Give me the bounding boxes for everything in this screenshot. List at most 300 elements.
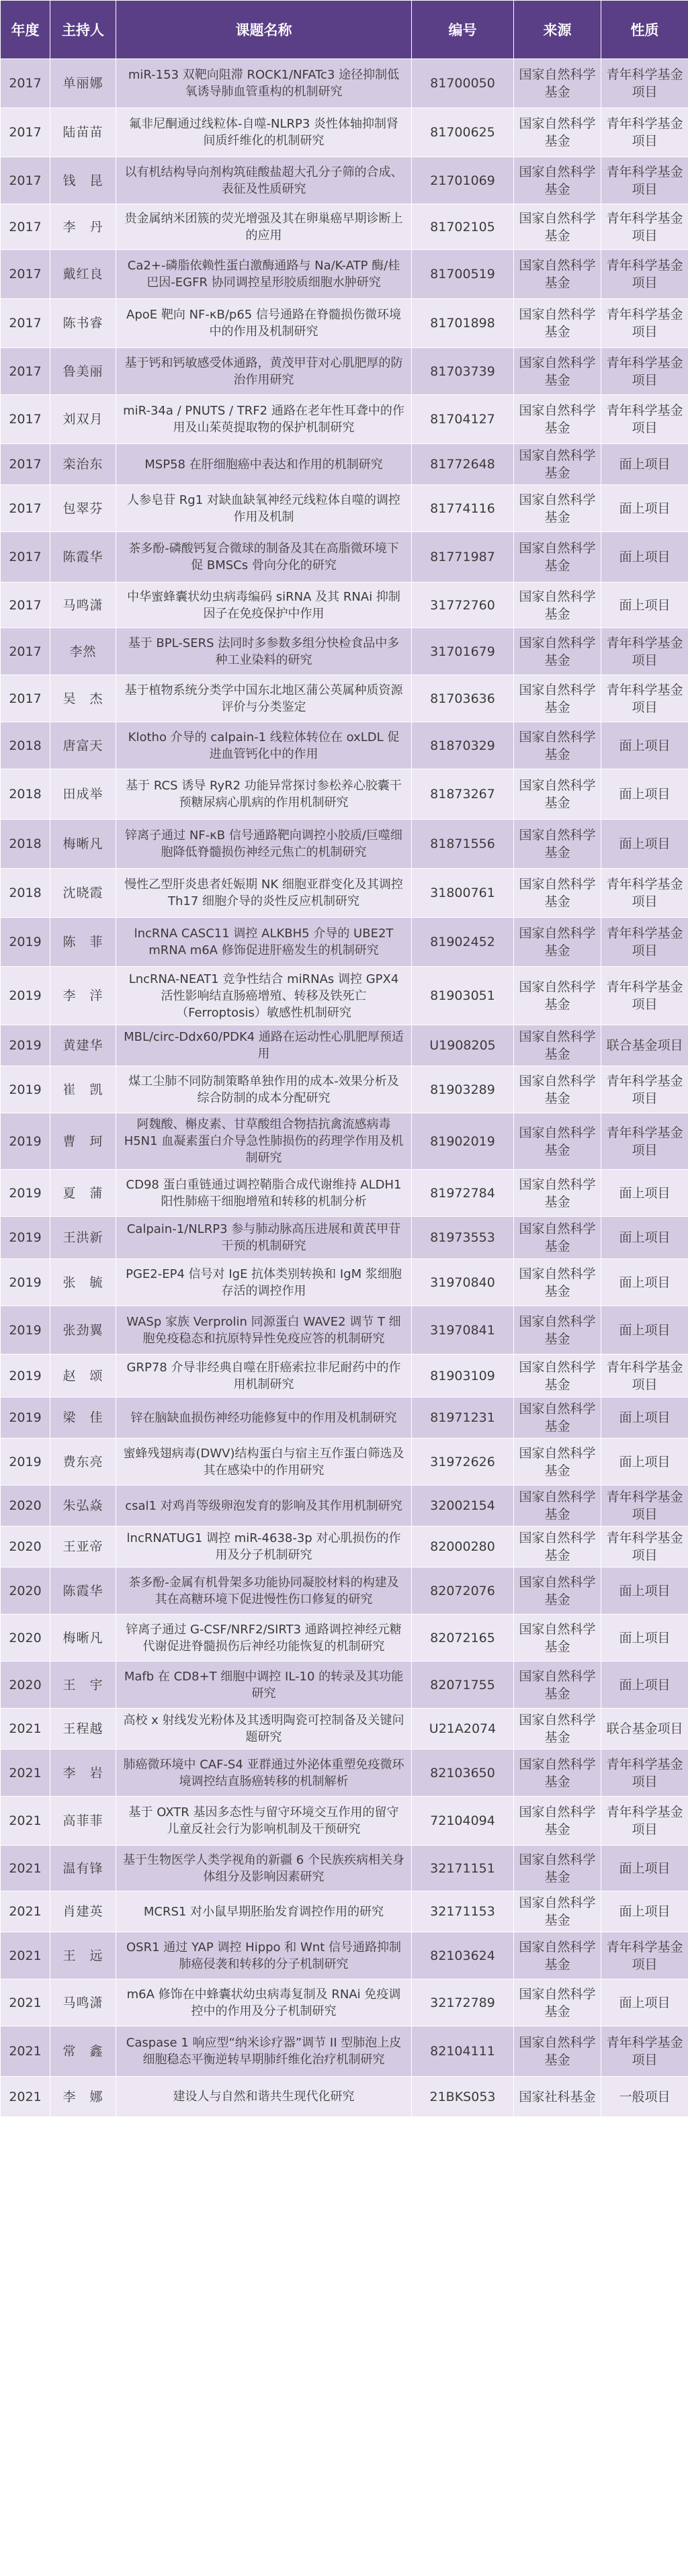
cell-title: 肺癌微环境中 CAF-S4 亚群通过外泌体重塑免疫微环境调控结直肠癌转移的机制解析 xyxy=(116,1750,412,1797)
cell-host: 梁 佳 xyxy=(50,1398,116,1439)
cell-source: 国家自然科学基金 xyxy=(514,1615,601,1662)
cell-year: 2019 xyxy=(1,1217,50,1259)
cell-title: LncRNA-NEAT1 竞争性结合 miRNAs 调控 GPX4 活性影响结直肠癌增殖、转移及铁死亡（Ferroptosis）敏感性机制研究 xyxy=(116,967,412,1025)
cell-source: 国家自然科学基金 xyxy=(514,1750,601,1797)
cell-title: MSP58 在肝细胞癌中表达和作用的机制研究 xyxy=(116,444,412,485)
cell-source: 国家自然科学基金 xyxy=(514,1662,601,1709)
cell-code: 31970840 xyxy=(412,1259,514,1306)
cell-host: 王亚帝 xyxy=(50,1527,116,1568)
cell-code: 32171153 xyxy=(412,1891,514,1932)
cell-source: 国家自然科学基金 xyxy=(514,1113,601,1170)
cell-year: 2017 xyxy=(1,485,50,532)
cell-code: 32172789 xyxy=(412,1979,514,2026)
cell-source: 国家自然科学基金 xyxy=(514,1306,601,1355)
cell-year: 2021 xyxy=(1,1750,50,1797)
cell-title: 阿魏酸、槲皮素、甘草酸组合物拮抗禽流感病毒 H5N1 血凝素蛋白介导急性肺损伤的药理学作用及机制研究 xyxy=(116,1113,412,1170)
cell-host: 李 洋 xyxy=(50,967,116,1025)
cell-title: 基于生物医学人类学视角的新疆 6 个民族疾病相关身体组分及影响因素研究 xyxy=(116,1846,412,1891)
cell-code: 81972784 xyxy=(412,1170,514,1217)
cell-code: U21A2074 xyxy=(412,1709,514,1750)
cell-nature: 青年科学基金项目 xyxy=(601,628,688,675)
cell-nature: 青年科学基金项目 xyxy=(601,204,688,250)
cell-nature: 青年科学基金项目 xyxy=(601,1113,688,1170)
cell-title: 基于钙和钙敏感受体通路，黄茂甲苷对心肌肥厚的防治作用研究 xyxy=(116,348,412,395)
cell-host: 陈书睿 xyxy=(50,299,116,348)
cell-source: 国家自然科学基金 xyxy=(514,1066,601,1113)
cell-host: 唐富天 xyxy=(50,722,116,769)
cell-nature: 青年科学基金项目 xyxy=(601,1750,688,1797)
cell-year: 2017 xyxy=(1,348,50,395)
cell-title: MBL/circ-Ddx60/PDK4 通路在运动性心肌肥厚预适用 xyxy=(116,1025,412,1066)
table-row xyxy=(1,722,688,769)
cell-title: 茶多酚-磷酸钙复合微球的制备及其在高脂微环境下促 BMSCs 骨向分化的研究 xyxy=(116,532,412,583)
cell-source: 国家自然科学基金 xyxy=(514,1568,601,1615)
cell-title: lncRNATUG1 调控 miR-4638-3p 对心肌损伤的作用及分子机制研究 xyxy=(116,1527,412,1568)
cell-nature: 青年科学基金项目 xyxy=(601,250,688,299)
cell-year: 2020 xyxy=(1,1527,50,1568)
table-row xyxy=(1,1662,688,1709)
cell-title: 锌离子通过 G-CSF/NRF2/SIRT3 通路调控神经元糖代谢促进脊髓损伤后神经功能恢复的机制研究 xyxy=(116,1615,412,1662)
table-row xyxy=(1,1527,688,1568)
cell-code: 81973553 xyxy=(412,1217,514,1259)
cell-title: OSR1 通过 YAP 调控 Hippo 和 Wnt 信号通路抑制肺癌侵袭和转移的分子机制研究 xyxy=(116,1932,412,1979)
table-row xyxy=(1,250,688,299)
cell-host: 崔 凯 xyxy=(50,1066,116,1113)
cell-year: 2019 xyxy=(1,1439,50,1486)
table-row xyxy=(1,1750,688,1797)
cell-host: 王 宇 xyxy=(50,1662,116,1709)
cell-nature: 青年科学基金项目 xyxy=(601,395,688,444)
cell-year: 2017 xyxy=(1,157,50,204)
cell-year: 2020 xyxy=(1,1615,50,1662)
table-row xyxy=(1,1066,688,1113)
cell-title: 煤工尘肺不同防制策略单独作用的成本-效果分析及综合防制的成本分配研究 xyxy=(116,1066,412,1113)
cell-source: 国家自然科学基金 xyxy=(514,485,601,532)
table-row xyxy=(1,348,688,395)
cell-code: 81903051 xyxy=(412,967,514,1025)
cell-year: 2019 xyxy=(1,1398,50,1439)
cell-year: 2018 xyxy=(1,769,50,820)
cell-nature: 面上项目 xyxy=(601,769,688,820)
table-body xyxy=(1,59,688,2117)
cell-title: WASp 家族 Verprolin 同源蛋白 WAVE2 调节 T 细胞免疫稳态和抗原特异性免疫应答的机制研究 xyxy=(116,1306,412,1355)
cell-year: 2017 xyxy=(1,675,50,722)
table-row xyxy=(1,2026,688,2077)
cell-code: 21BKS053 xyxy=(412,2077,514,2117)
cell-host: 包翠芬 xyxy=(50,485,116,532)
cell-source: 国家自然科学基金 xyxy=(514,108,601,157)
cell-title: 建设人与自然和谐共生现代化研究 xyxy=(116,2077,412,2117)
table-row xyxy=(1,157,688,204)
cell-source: 国家自然科学基金 xyxy=(514,444,601,485)
table-row xyxy=(1,59,688,108)
cell-source: 国家自然科学基金 xyxy=(514,1439,601,1486)
cell-host: 曹 珂 xyxy=(50,1113,116,1170)
cell-code: 81903289 xyxy=(412,1066,514,1113)
cell-title: csal1 对鸡肖等级卵泡发育的影响及其作用机制研究 xyxy=(116,1486,412,1527)
cell-code: 81704127 xyxy=(412,395,514,444)
cell-year: 2018 xyxy=(1,722,50,769)
cell-nature: 面上项目 xyxy=(601,1306,688,1355)
cell-host: 夏 蒲 xyxy=(50,1170,116,1217)
cell-nature: 面上项目 xyxy=(601,1891,688,1932)
cell-title: 高校 x 射线发光粉体及其透明陶瓷可控制备及关键问题研究 xyxy=(116,1709,412,1750)
cell-host: 单丽娜 xyxy=(50,59,116,108)
cell-year: 2017 xyxy=(1,628,50,675)
cell-nature: 青年科学基金项目 xyxy=(601,675,688,722)
cell-host: 戴红良 xyxy=(50,250,116,299)
table-header-row xyxy=(1,1,688,59)
cell-code: 81700050 xyxy=(412,59,514,108)
cell-year: 2017 xyxy=(1,583,50,628)
cell-nature: 面上项目 xyxy=(601,444,688,485)
cell-code: 81703739 xyxy=(412,348,514,395)
cell-title: 蜜蜂残翅病毒(DWV)结构蛋白与宿主互作蛋白筛选及其在感染中的作用研究 xyxy=(116,1439,412,1486)
cell-host: 陆苗苗 xyxy=(50,108,116,157)
header-host: 主持人 xyxy=(50,1,116,59)
cell-code: 81971231 xyxy=(412,1398,514,1439)
cell-host: 梅晰凡 xyxy=(50,820,116,869)
cell-title: 以有机结构导向剂构筑硅酸盐超大孔分子筛的合成、表征及性质研究 xyxy=(116,157,412,204)
table-row xyxy=(1,395,688,444)
cell-code: 81701898 xyxy=(412,299,514,348)
cell-source: 国家自然科学基金 xyxy=(514,1797,601,1846)
cell-year: 2020 xyxy=(1,1486,50,1527)
cell-source: 国家自然科学基金 xyxy=(514,1217,601,1259)
cell-nature: 面上项目 xyxy=(601,820,688,869)
cell-year: 2019 xyxy=(1,967,50,1025)
cell-host: 肖建英 xyxy=(50,1891,116,1932)
cell-year: 2019 xyxy=(1,1113,50,1170)
cell-title: 锌在脑缺血损伤神经功能修复中的作用及机制研究 xyxy=(116,1398,412,1439)
cell-nature: 青年科学基金项目 xyxy=(601,1797,688,1846)
cell-title: 基于植物系统分类学中国东北地区蒲公英属种质资源评价与分类鉴定 xyxy=(116,675,412,722)
cell-code: 81771987 xyxy=(412,532,514,583)
cell-source: 国家自然科学基金 xyxy=(514,1486,601,1527)
cell-code: 82000280 xyxy=(412,1527,514,1568)
cell-source: 国家自然科学基金 xyxy=(514,2026,601,2077)
cell-nature: 青年科学基金项目 xyxy=(601,869,688,918)
cell-code: 82103624 xyxy=(412,1932,514,1979)
cell-code: 82103650 xyxy=(412,1750,514,1797)
cell-title: Klotho 介导的 calpain-1 线粒体转位在 oxLDL 促进血管钙化中的作用 xyxy=(116,722,412,769)
cell-source: 国家自然科学基金 xyxy=(514,395,601,444)
cell-year: 2017 xyxy=(1,59,50,108)
cell-source: 国家自然科学基金 xyxy=(514,250,601,299)
cell-source: 国家自然科学基金 xyxy=(514,532,601,583)
cell-source: 国家自然科学基金 xyxy=(514,583,601,628)
cell-year: 2021 xyxy=(1,2077,50,2117)
cell-code: 32002154 xyxy=(412,1486,514,1527)
cell-source: 国家自然科学基金 xyxy=(514,204,601,250)
table-row xyxy=(1,1170,688,1217)
cell-host: 马鸣潇 xyxy=(50,583,116,628)
cell-code: 82104111 xyxy=(412,2026,514,2077)
cell-year: 2017 xyxy=(1,395,50,444)
cell-title: 人参皂苷 Rg1 对缺血缺氧神经元线粒体自噬的调控作用及机制 xyxy=(116,485,412,532)
cell-code: 81903109 xyxy=(412,1355,514,1398)
cell-source: 国家自然科学基金 xyxy=(514,1846,601,1891)
cell-code: 81902452 xyxy=(412,918,514,967)
cell-host: 吴 杰 xyxy=(50,675,116,722)
cell-source: 国家自然科学基金 xyxy=(514,59,601,108)
cell-host: 鲁美丽 xyxy=(50,348,116,395)
table-row xyxy=(1,485,688,532)
cell-host: 马鸣潇 xyxy=(50,1979,116,2026)
cell-host: 朱弘焱 xyxy=(50,1486,116,1527)
cell-nature: 青年科学基金项目 xyxy=(601,1486,688,1527)
table-row xyxy=(1,1709,688,1750)
table-row xyxy=(1,583,688,628)
cell-nature: 面上项目 xyxy=(601,1217,688,1259)
cell-source: 国家自然科学基金 xyxy=(514,1527,601,1568)
table-row xyxy=(1,1568,688,1615)
table-row xyxy=(1,1891,688,1932)
cell-code: 31701679 xyxy=(412,628,514,675)
cell-host: 栾治东 xyxy=(50,444,116,485)
cell-source: 国家自然科学基金 xyxy=(514,348,601,395)
table-row xyxy=(1,108,688,157)
cell-nature: 面上项目 xyxy=(601,532,688,583)
cell-source: 国家自然科学基金 xyxy=(514,299,601,348)
cell-code: 31772760 xyxy=(412,583,514,628)
cell-code: 81702105 xyxy=(412,204,514,250)
cell-year: 2020 xyxy=(1,1568,50,1615)
cell-host: 李 丹 xyxy=(50,204,116,250)
table-row xyxy=(1,1797,688,1846)
cell-title: GRP78 介导非经典自噬在肝癌索拉非尼耐药中的作用机制研究 xyxy=(116,1355,412,1398)
cell-nature: 面上项目 xyxy=(601,1568,688,1615)
cell-year: 2019 xyxy=(1,1259,50,1306)
cell-host: 沈晓霞 xyxy=(50,869,116,918)
cell-code: 32171151 xyxy=(412,1846,514,1891)
cell-nature: 青年科学基金项目 xyxy=(601,1066,688,1113)
cell-title: m6A 修饰在中蜂囊状幼虫病毒复制及 RNAi 免疫调控中的作用及分子机制研究 xyxy=(116,1979,412,2026)
cell-source: 国家自然科学基金 xyxy=(514,157,601,204)
cell-nature: 面上项目 xyxy=(601,1662,688,1709)
table-row xyxy=(1,769,688,820)
cell-host: 高菲菲 xyxy=(50,1797,116,1846)
cell-host: 李 岩 xyxy=(50,1750,116,1797)
cell-source: 国家自然科学基金 xyxy=(514,1259,601,1306)
cell-host: 常 鑫 xyxy=(50,2026,116,2077)
cell-source: 国家自然科学基金 xyxy=(514,1355,601,1398)
cell-source: 国家自然科学基金 xyxy=(514,869,601,918)
cell-nature: 一般项目 xyxy=(601,2077,688,2117)
table-row xyxy=(1,628,688,675)
table-row xyxy=(1,1486,688,1527)
table-row xyxy=(1,820,688,869)
cell-nature: 面上项目 xyxy=(601,1979,688,2026)
table-row xyxy=(1,675,688,722)
header-nature: 性质 xyxy=(601,1,688,59)
cell-title: Ca2+-磷脂依赖性蛋白激酶通路与 Na/K-ATP 酶/桂巴因-EGFR 协同调控星形胶质细胞水肿研究 xyxy=(116,250,412,299)
cell-source: 国家自然科学基金 xyxy=(514,675,601,722)
table-row xyxy=(1,1025,688,1066)
cell-nature: 面上项目 xyxy=(601,1259,688,1306)
cell-title: 氟非尼酮通过线粒体-自噬-NLRP3 炎性体轴抑制肾间质纤维化的机制研究 xyxy=(116,108,412,157)
table-row xyxy=(1,1306,688,1355)
table-row xyxy=(1,1398,688,1439)
cell-host: 陈 菲 xyxy=(50,918,116,967)
cell-nature: 面上项目 xyxy=(601,583,688,628)
cell-host: 陈霞华 xyxy=(50,532,116,583)
cell-title: ApoE 靶向 NF-κB/p65 信号通路在脊髓损伤微环境中的作用及机制研究 xyxy=(116,299,412,348)
cell-source: 国家社科基金 xyxy=(514,2077,601,2117)
cell-host: 刘双月 xyxy=(50,395,116,444)
table-row xyxy=(1,204,688,250)
cell-year: 2021 xyxy=(1,1846,50,1891)
cell-code: 72104094 xyxy=(412,1797,514,1846)
cell-title: 中华蜜蜂囊状幼虫病毒编码 siRNA 及其 RNAi 抑制因子在免疫保护中作用 xyxy=(116,583,412,628)
table-row xyxy=(1,532,688,583)
cell-nature: 面上项目 xyxy=(601,1615,688,1662)
cell-year: 2019 xyxy=(1,1306,50,1355)
cell-title: miR-153 双靶向阻滞 ROCK1/NFATc3 途径抑制低氧诱导肺血管重构的机制研究 xyxy=(116,59,412,108)
cell-host: 费东亮 xyxy=(50,1439,116,1486)
cell-nature: 面上项目 xyxy=(601,485,688,532)
cell-title: 慢性乙型肝炎患者妊娠期 NK 细胞亚群变化及其调控 Th17 细胞介导的炎性反应机制研究 xyxy=(116,869,412,918)
cell-title: PGE2-EP4 信号对 IgE 抗体类别转换和 IgM 浆细胞存活的调控作用 xyxy=(116,1259,412,1306)
cell-year: 2018 xyxy=(1,820,50,869)
cell-nature: 青年科学基金项目 xyxy=(601,108,688,157)
cell-nature: 联合基金项目 xyxy=(601,1709,688,1750)
cell-code: 81873267 xyxy=(412,769,514,820)
cell-title: 茶多酚-金属有机骨架多功能协同凝胶材料的构建及其在高糖环境下促进慢性伤口修复的研究 xyxy=(116,1568,412,1615)
header-code: 编号 xyxy=(412,1,514,59)
table-row xyxy=(1,1113,688,1170)
header-source: 来源 xyxy=(514,1,601,59)
table-row xyxy=(1,869,688,918)
table-row xyxy=(1,2077,688,2117)
cell-host: 田成举 xyxy=(50,769,116,820)
cell-year: 2017 xyxy=(1,444,50,485)
cell-code: 31800761 xyxy=(412,869,514,918)
table-row xyxy=(1,299,688,348)
cell-title: 基于 OXTR 基因多态性与留守环境交互作用的留守儿童反社会行为影响机制及干预研究 xyxy=(116,1797,412,1846)
cell-host: 张劲翼 xyxy=(50,1306,116,1355)
cell-nature: 面上项目 xyxy=(601,1398,688,1439)
cell-year: 2019 xyxy=(1,1170,50,1217)
table-row xyxy=(1,1615,688,1662)
cell-nature: 青年科学基金项目 xyxy=(601,59,688,108)
cell-host: 陈霞华 xyxy=(50,1568,116,1615)
cell-nature: 青年科学基金项目 xyxy=(601,1527,688,1568)
table-row xyxy=(1,444,688,485)
cell-host: 李然 xyxy=(50,628,116,675)
cell-source: 国家自然科学基金 xyxy=(514,722,601,769)
cell-title: Mafb 在 CD8+T 细胞中调控 IL-10 的转录及其功能研究 xyxy=(116,1662,412,1709)
cell-title: 贵金属纳米团簇的荧光增强及其在卵巢癌早期诊断上的应用 xyxy=(116,204,412,250)
cell-code: 81871556 xyxy=(412,820,514,869)
table-row xyxy=(1,967,688,1025)
cell-host: 梅晰凡 xyxy=(50,1615,116,1662)
cell-year: 2019 xyxy=(1,1066,50,1113)
cell-code: 31970841 xyxy=(412,1306,514,1355)
cell-year: 2021 xyxy=(1,1979,50,2026)
cell-host: 赵 颂 xyxy=(50,1355,116,1398)
cell-title: CD98 蛋白重链通过调控鞘脂合成代谢维持 ALDH1 阳性肺癌干细胞增殖和转移的机制分析 xyxy=(116,1170,412,1217)
table-row xyxy=(1,1259,688,1306)
cell-host: 王 远 xyxy=(50,1932,116,1979)
cell-host: 黄建华 xyxy=(50,1025,116,1066)
cell-year: 2021 xyxy=(1,1932,50,1979)
cell-code: 82071755 xyxy=(412,1662,514,1709)
cell-year: 2017 xyxy=(1,204,50,250)
cell-code: 81772648 xyxy=(412,444,514,485)
cell-nature: 青年科学基金项目 xyxy=(601,967,688,1025)
cell-year: 2019 xyxy=(1,918,50,967)
cell-title: 基于 BPL-SERS 法同时多参数多组分快检食品中多种工业染料的研究 xyxy=(116,628,412,675)
cell-host: 温有锋 xyxy=(50,1846,116,1891)
table-row xyxy=(1,1217,688,1259)
cell-year: 2020 xyxy=(1,1662,50,1709)
cell-code: 81700625 xyxy=(412,108,514,157)
cell-source: 国家自然科学基金 xyxy=(514,918,601,967)
cell-nature: 青年科学基金项目 xyxy=(601,918,688,967)
cell-source: 国家自然科学基金 xyxy=(514,967,601,1025)
cell-year: 2018 xyxy=(1,869,50,918)
cell-year: 2021 xyxy=(1,2026,50,2077)
cell-nature: 青年科学基金项目 xyxy=(601,157,688,204)
cell-code: 82072165 xyxy=(412,1615,514,1662)
cell-title: miR-34a / PNUTS / TRF2 通路在老年性耳聋中的作用及山茱萸提取物的保护机制研究 xyxy=(116,395,412,444)
cell-year: 2017 xyxy=(1,299,50,348)
cell-host: 王洪新 xyxy=(50,1217,116,1259)
cell-source: 国家自然科学基金 xyxy=(514,1398,601,1439)
cell-host: 李 娜 xyxy=(50,2077,116,2117)
header-year: 年度 xyxy=(1,1,50,59)
cell-title: 基于 RCS 诱导 RyR2 功能异常探讨参松养心胶囊干预糖尿病心肌病的作用机制研究 xyxy=(116,769,412,820)
cell-nature: 面上项目 xyxy=(601,1439,688,1486)
cell-year: 2017 xyxy=(1,250,50,299)
cell-nature: 青年科学基金项目 xyxy=(601,1932,688,1979)
cell-title: lncRNA CASC11 调控 ALKBH5 介导的 UBE2T mRNA m6A 修饰促进肝癌发生的机制研究 xyxy=(116,918,412,967)
cell-nature: 联合基金项目 xyxy=(601,1025,688,1066)
cell-code: 81902019 xyxy=(412,1113,514,1170)
cell-host: 钱 昆 xyxy=(50,157,116,204)
cell-nature: 面上项目 xyxy=(601,1846,688,1891)
cell-year: 2021 xyxy=(1,1797,50,1846)
table-row xyxy=(1,918,688,967)
header-title: 课题名称 xyxy=(116,1,412,59)
cell-code: 81700519 xyxy=(412,250,514,299)
cell-source: 国家自然科学基金 xyxy=(514,628,601,675)
cell-title: MCRS1 对小鼠早期胚胎发育调控作用的研究 xyxy=(116,1891,412,1932)
cell-title: Calpain-1/NLRP3 参与肺动脉高压进展和黄芪甲苷干预的机制研究 xyxy=(116,1217,412,1259)
cell-host: 张 毓 xyxy=(50,1259,116,1306)
cell-host: 王程越 xyxy=(50,1709,116,1750)
cell-year: 2019 xyxy=(1,1355,50,1398)
cell-code: 81774116 xyxy=(412,485,514,532)
cell-source: 国家自然科学基金 xyxy=(514,1025,601,1066)
cell-nature: 青年科学基金项目 xyxy=(601,299,688,348)
table-row xyxy=(1,1846,688,1891)
cell-code: 31972626 xyxy=(412,1439,514,1486)
cell-year: 2021 xyxy=(1,1709,50,1750)
cell-source: 国家自然科学基金 xyxy=(514,1709,601,1750)
cell-title: Caspase 1 响应型“纳米诊疗器”调节 II 型肺泡上皮细胞稳态平衡逆转早期肺纤维化治疗机制研究 xyxy=(116,2026,412,2077)
cell-source: 国家自然科学基金 xyxy=(514,769,601,820)
cell-year: 2019 xyxy=(1,1025,50,1066)
cell-source: 国家自然科学基金 xyxy=(514,1170,601,1217)
cell-nature: 面上项目 xyxy=(601,722,688,769)
cell-nature: 青年科学基金项目 xyxy=(601,348,688,395)
cell-year: 2017 xyxy=(1,532,50,583)
cell-source: 国家自然科学基金 xyxy=(514,1891,601,1932)
table-row xyxy=(1,1932,688,1979)
cell-code: 21701069 xyxy=(412,157,514,204)
